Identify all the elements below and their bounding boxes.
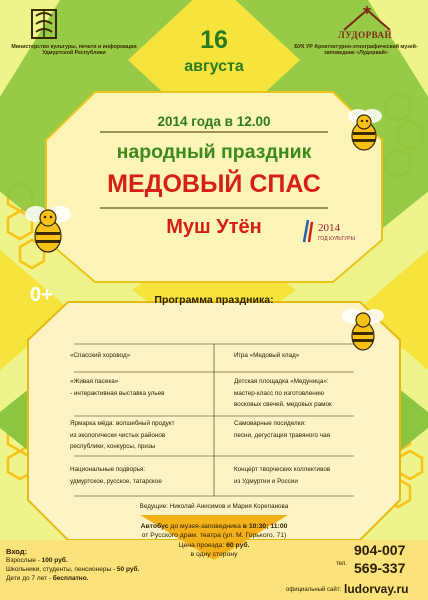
entry-prices [6,547,166,583]
program-item [70,376,210,399]
bus-price-label: Цена проезда: [178,541,227,549]
bee-icon [22,196,74,256]
event-local-name: Муш Утён [166,216,262,238]
museum-brand: ЛУДОРВАЙ [337,30,393,40]
program-item-line: Национальные подворья: [70,466,146,473]
phone-number[interactable]: 569-337 [354,560,406,576]
bus-price: 60 руб. [226,541,250,549]
date-day: 16 [200,26,228,54]
program-item-line: Самоварные посиделки: [234,420,306,427]
entry-students-label: Школьники, студенты, пенсионеры - [6,566,117,573]
bus-destination: до музея-заповедника [168,523,243,530]
program-item-line: удмуртское, русское, татарское [70,477,162,485]
entry-adults-label: Взрослые - [6,557,42,564]
ministry-emblem-icon [26,6,62,42]
program-item [70,350,210,362]
bus-label: Автобус [140,523,169,530]
program-item-line: из экологически чистых районов [70,431,166,439]
year-of-culture-text: ГОД КУЛЬТУРЫ [318,236,356,242]
program-item-line: Игра «Медовый клад» [234,352,300,359]
bus-direction: в одну сторону [190,551,238,559]
program-item [234,350,384,362]
site-label: официальный сайт: [286,587,342,593]
program-item [234,418,384,441]
event-subtitle: народный праздник [116,141,312,163]
program-item-line: Концерт творческих коллективов [234,466,331,473]
bus-departure: от Русского драм. театра (ул. М. Горького, 71) [141,532,287,540]
program-item-line: из Удмуртии и России [234,477,298,485]
program-item [70,464,210,487]
year-of-culture-year: 2014 [318,222,340,234]
website-link[interactable]: ludorvay.ru [344,582,409,596]
program-item [234,376,384,411]
program-item-line: песни, дегустация травяного чая [234,431,331,439]
date-month: августа [184,58,244,75]
entry-students-price: 50 руб. [116,566,140,573]
program-item-line: - интерактивная выставка ульев [70,389,165,397]
museum-logo-icon [340,6,394,32]
entry-kids-label: Дети до 7 лет - [6,575,53,582]
entry-kids-price: бесплатно. [52,575,89,582]
program-item-line: Ярмарка мёда: волшебный продукт [70,420,175,427]
program-item-line: Детская площадка «Медуница»: [234,378,329,385]
program-item-line: восковых свечей, медовых рамок [234,401,332,408]
program-item [234,464,384,487]
program-item-line: «Живая пасека» [70,378,119,385]
event-year-time: 2014 года в 12.00 [157,114,271,129]
entry-adults-price: 100 руб. [41,557,68,564]
program-item-line: мастер-класс по изготовлению [234,389,324,397]
tel-label: тел. [336,561,347,567]
program-item-line: «Спасский хоровод» [70,352,131,359]
age-rating: 0+ [30,284,53,306]
program-leaders: Ведущие: Николай Анисимов и Мария Корепанова [139,503,289,510]
program-item-line: республики, конкурсы, призы [70,443,156,450]
year-of-culture-icon [300,218,318,244]
museum-name: БУК УР Архитектурно-этнографический музей-заповедник «Лудорвай» [294,44,418,56]
event-title: МЕДОВЫЙ СПАС [107,170,321,198]
phone-number[interactable]: 904-007 [354,542,406,558]
bee-icon [340,300,386,354]
bus-times: в 10:30; 11:00 [242,523,288,530]
entry-title: Вход: [6,547,28,556]
program-title: Программа праздника: [154,294,274,306]
ministry-name: Министерство культуры, печати и информации Удмуртской Республики [11,44,137,56]
program-item [70,418,210,453]
